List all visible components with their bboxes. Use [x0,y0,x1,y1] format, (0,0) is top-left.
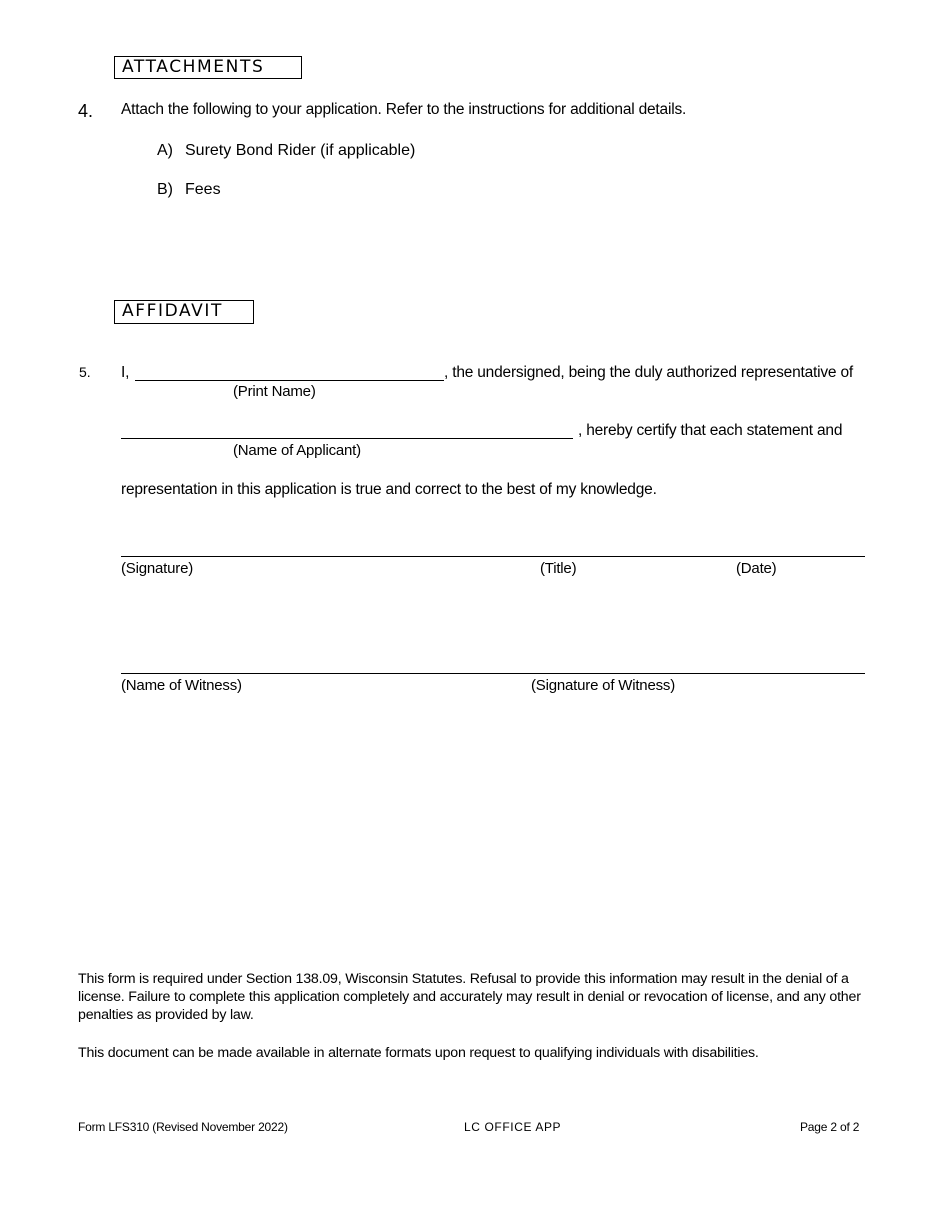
accessibility-notice: This document can be made available in alternate formats upon request to qualifying individuals with disabilities. [78,1045,759,1061]
statutory-notice: This form is required under Section 138.09, Wisconsin Statutes. Refusal to provide this information may result in the denial of a license. Failure to complete this application completely and accurately may result in denial or revocation of license, and any other penalties as provided by law. [78,971,861,1023]
list-item-surety-bond-rider: Surety Bond Rider (if applicable) [185,142,416,159]
title-caption: (Title) [540,560,577,577]
question-4-text: Attach the following to your application. Refer to the instructions for additional details. [121,101,687,118]
attachments-heading: ATTACHMENTS [114,56,302,79]
affidavit-line3-text: representation in this application is true and correct to the best of my knowledge. [121,481,657,498]
signature-caption: (Signature) [121,560,194,577]
witness-line[interactable] [121,673,865,674]
page-number: Page 2 of 2 [800,1120,860,1134]
print-name-caption: (Print Name) [233,383,316,400]
affidavit-line1-text: , the undersigned, being the duly authorized representative of [444,364,853,381]
affidavit-i-prefix: I, [121,364,130,381]
list-item-marker-a: A) [157,142,173,159]
footer-center-label: LC OFFICE APP [464,1120,562,1134]
list-item-fees: Fees [185,181,221,198]
affidavit-heading: AFFIDAVIT [114,300,254,324]
applicant-name-caption: (Name of Applicant) [233,442,361,459]
question-5-number: 5. [79,364,91,380]
signature-title-date-line[interactable] [121,556,865,557]
form-id: Form LFS310 (Revised November 2022) [78,1120,288,1134]
witness-signature-caption: (Signature of Witness) [531,677,675,694]
applicant-name-blank[interactable] [121,438,573,439]
affidavit-line2-text: , hereby certify that each statement and [578,422,843,439]
print-name-blank[interactable] [135,380,444,381]
question-4-number: 4. [78,101,94,121]
date-caption: (Date) [736,560,777,577]
list-item-marker-b: B) [157,181,173,198]
witness-name-caption: (Name of Witness) [121,677,242,694]
